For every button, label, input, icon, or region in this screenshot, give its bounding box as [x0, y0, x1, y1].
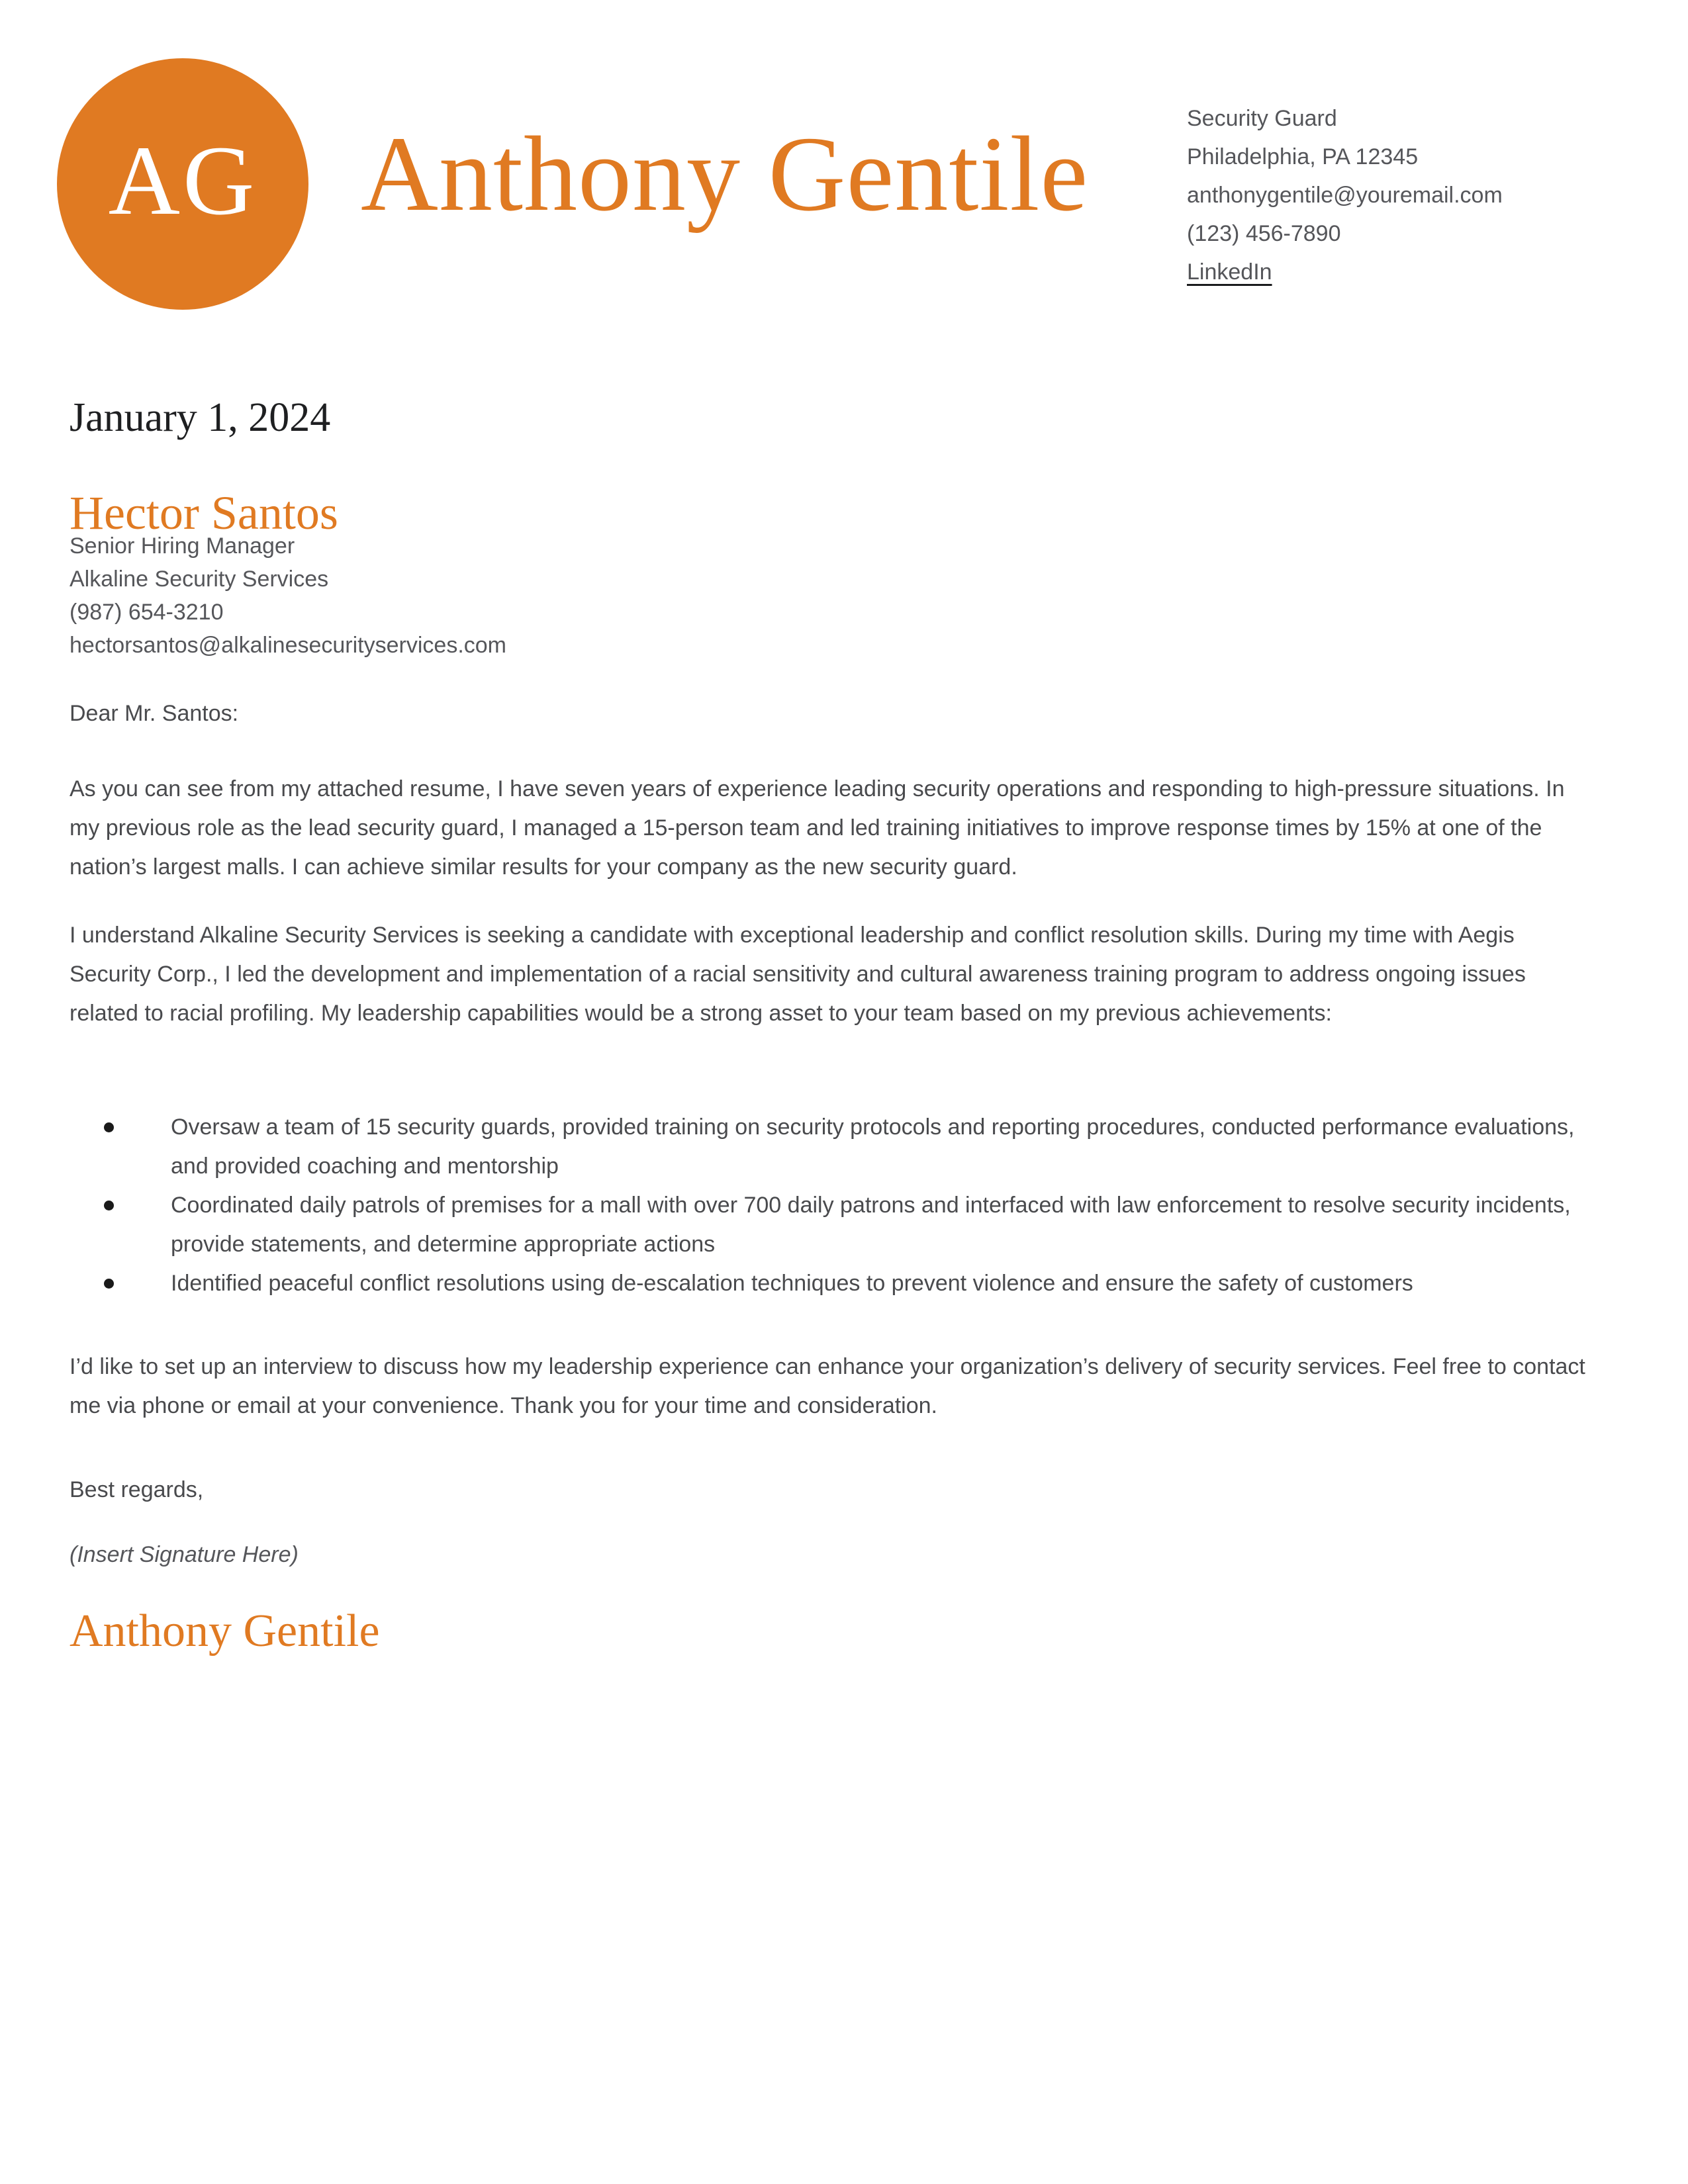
body-paragraph: As you can see from my attached resume, I have seven years of experience leading security operations and responding to high-pressure situations. In my previous role as the lead security guard, I managed a 15-person team and led training initiatives to improve response times by 15% at one of the nation’s largest malls. I can achieve similar results for your company as the new security guard.	[70, 776, 1565, 880]
contact-location: Philadelphia, PA 12345	[1187, 144, 1419, 169]
monogram-initials: AG	[108, 126, 258, 236]
closing-paragraph: I’d like to set up an interview to discuss how my leadership experience can enhance your organization’s delivery of security services. Feel free to contact me via phone or email at your convenience. Thank you for your time and consideration.	[70, 1354, 1585, 1418]
avatar	[57, 58, 308, 310]
contact-email: anthonygentile@youremail.com	[1187, 183, 1503, 208]
contact-phone: (123) 456-7890	[1187, 221, 1341, 246]
recipient-name: Hector Santos	[70, 486, 338, 539]
achievement-text: Oversaw a team of 15 security guards, provided training on security protocols and reporting procedures, conducted performance evaluations, and provided coaching and mentorship	[171, 1115, 1575, 1179]
contact-block	[1187, 99, 1503, 291]
recipient-title: Senior Hiring Manager	[70, 533, 295, 559]
contact-job-title: Security Guard	[1187, 106, 1337, 131]
recipient-phone: (987) 654-3210	[70, 600, 224, 625]
salutation: Dear Mr. Santos:	[70, 701, 239, 726]
signature-placeholder: (Insert Signature Here)	[70, 1542, 299, 1567]
linkedin-link[interactable]: LinkedIn	[1187, 259, 1272, 285]
recipient-info-block	[70, 529, 506, 662]
achievement-item	[70, 1186, 1585, 1264]
achievement-text: Identified peaceful conflict resolutions using de-escalation techniques to prevent violence and ensure the safety of customers	[171, 1271, 1413, 1296]
recipient-email: hectorsantos@alkalinesecurityservices.com	[70, 633, 506, 658]
recipient-company: Alkaline Security Services	[70, 567, 329, 592]
achievements-list	[70, 1108, 1585, 1303]
body-paragraph: I understand Alkaline Security Services is seeking a candidate with exceptional leadership and conflict resolution skills. During my time with Aegis Security Corp., I led the development and implementation of a racial sensitivity and cultural awareness training program to address ongoing issues related to racial profiling. My leadership capabilities would be a strong asset to your team based on my previous achievements:	[70, 923, 1526, 1026]
signature-name: Anthony Gentile	[70, 1606, 380, 1657]
page-title: Anthony Gentile	[361, 115, 1089, 234]
sign-off: Best regards,	[70, 1477, 204, 1502]
achievement-text: Coordinated daily patrols of premises for a mall with over 700 daily patrons and interfaced with law enforcement to resolve security incidents, provide statements, and determine appropriate actions	[171, 1193, 1571, 1257]
achievement-item	[70, 1108, 1585, 1186]
achievement-item	[70, 1264, 1585, 1303]
contact-linkedin-row	[1187, 253, 1503, 291]
bullet-icon	[104, 1122, 114, 1132]
bullet-icon	[104, 1201, 114, 1210]
letter-date: January 1, 2024	[70, 395, 331, 440]
bullet-icon	[104, 1279, 114, 1289]
